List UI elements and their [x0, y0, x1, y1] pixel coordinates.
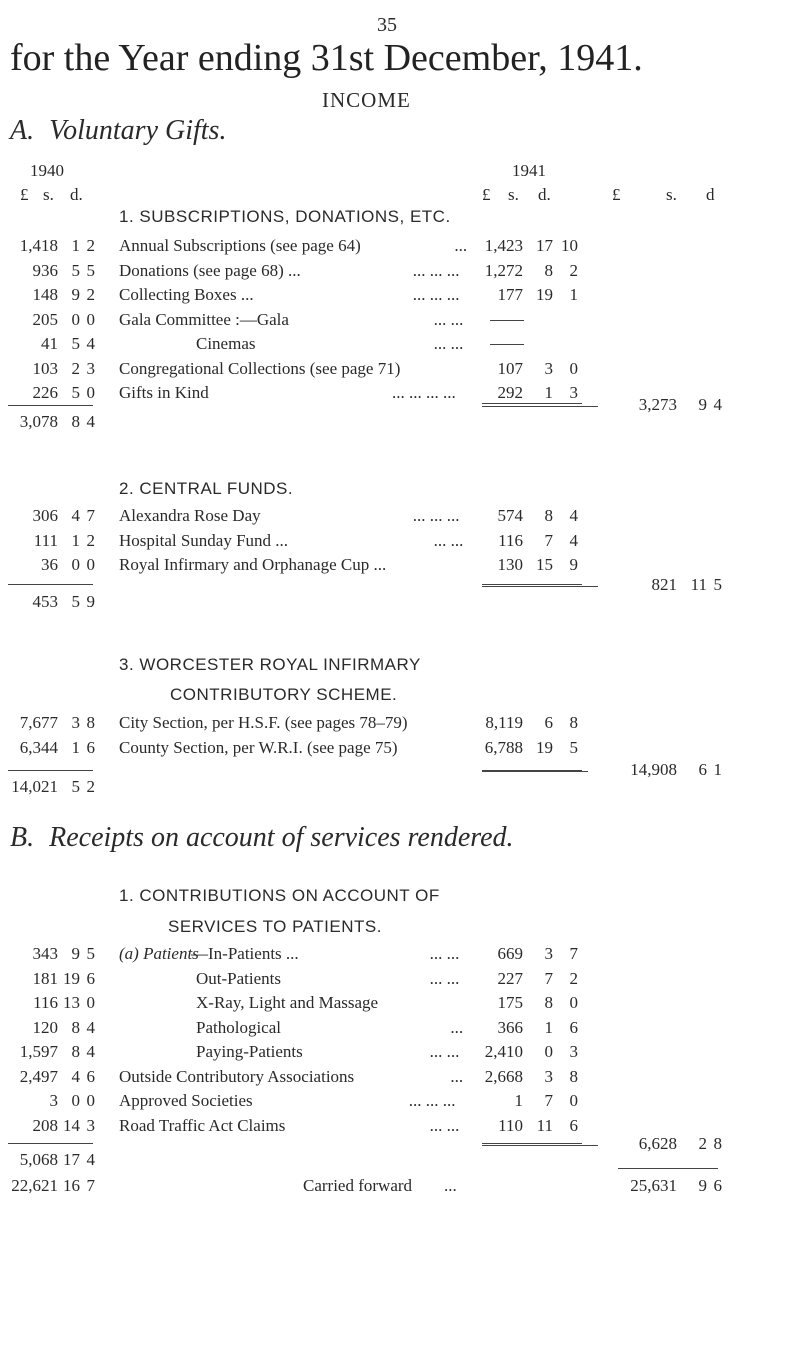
prev-amount-pounds: 3	[49, 1091, 58, 1110]
prev-amount-shillings: 9	[71, 285, 80, 304]
total-leader-rule	[482, 771, 588, 772]
prev-amount-shillings: 9	[71, 944, 80, 963]
total-leader-rule	[482, 1145, 598, 1146]
prev-amount-shillings: 4	[71, 506, 80, 525]
prev-amount-shillings: 19	[63, 968, 80, 988]
prev-amount-pence: 2	[86, 530, 95, 550]
prev-amount-pounds: 120	[32, 1017, 58, 1037]
cur-tot-d: d	[706, 185, 715, 204]
prev-amount-shillings: 0	[71, 309, 80, 329]
group-total-pounds: 821	[651, 575, 677, 594]
row-leader-dots: ... ...	[429, 944, 460, 963]
curr-amount-pence: 0	[569, 993, 578, 1012]
prev-amount-shillings: 8	[71, 1017, 80, 1037]
prev-amount-shillings: 13	[63, 993, 80, 1012]
prev-amount-pounds: 1,597	[19, 1042, 58, 1061]
prev-amount-pounds: 148	[32, 285, 58, 304]
curr-amount-shillings: 3	[544, 358, 553, 378]
section-a-letter: A.	[10, 115, 35, 146]
prev-total-pence: 4	[86, 1150, 95, 1169]
prev-amount-pence: 3	[86, 1115, 95, 1135]
carried-prev-shillings: 16	[63, 1176, 80, 1195]
prev-amount-pence: 0	[86, 309, 95, 329]
row-leader-dots: ... ...	[433, 530, 464, 550]
prev-amount-shillings: 2	[71, 358, 80, 378]
row-label: Alexandra Rose Day	[119, 506, 261, 525]
prev-amount-pounds: 181	[32, 968, 58, 988]
prev-amount-pounds: 343	[32, 944, 58, 963]
row-label: Annual Subscriptions (see page 64)	[119, 236, 361, 255]
page-title: for the Year ending 31st December, 1941.	[10, 37, 643, 79]
prev-total-pounds: 14,021	[11, 777, 58, 796]
group-total-shillings: 6	[698, 760, 707, 779]
row-label: Gifts in Kind	[119, 383, 209, 402]
row-leader-dots: ... ...	[429, 1042, 460, 1061]
group3-heading-1: 3. WORCESTER ROYAL INFIRMARY	[119, 655, 421, 674]
group3-heading-2: CONTRIBUTORY SCHEME.	[170, 685, 398, 704]
row-label: Collecting Boxes ...	[119, 285, 254, 304]
prev-amount-shillings: 8	[71, 1042, 80, 1061]
prev-amount-pence: 5	[86, 944, 95, 963]
curr-amount-pounds: 227	[497, 968, 523, 988]
curr-amount-shillings: 7	[544, 530, 553, 550]
prev-amount-pounds: 103	[32, 358, 58, 378]
curr-amount-pence: 0	[569, 358, 578, 378]
prev-amount-pounds: 6,344	[19, 737, 58, 757]
carried-curr-shillings: 9	[698, 1176, 707, 1195]
row-label: Donations (see page 68) ...	[119, 260, 301, 280]
curr-amount-pounds: 8,119	[485, 713, 523, 732]
curr-amount-pounds: 2,668	[484, 1066, 523, 1086]
carried-forward-dots: ...	[444, 1176, 457, 1195]
row-leader-dots: ...	[450, 1017, 464, 1037]
prev-total-pounds: 3,078	[19, 412, 58, 431]
curr-amount-pence: 8	[569, 713, 578, 732]
prev-total-shillings: 17	[63, 1150, 80, 1169]
prev-amount-pounds: 226	[32, 383, 58, 402]
row-leader-dots: ... ...	[429, 968, 460, 988]
curr-amount-shillings: 3	[544, 944, 553, 963]
prev-amount-pence: 4	[86, 1017, 95, 1037]
prev-amount-shillings: 5	[71, 383, 80, 402]
prev-amount-pounds: 1,418	[19, 236, 58, 255]
curr-amount-shillings: 8	[544, 260, 553, 280]
group4-total-rule	[618, 1168, 718, 1169]
row-leader-dots: ... ...	[429, 1115, 460, 1135]
prev-amount-shillings: 5	[71, 334, 80, 353]
row-leader-dots: ... ... ...	[408, 1091, 456, 1110]
prev-amount-pounds: 2,497	[19, 1066, 58, 1086]
curr-amount-pence: 0	[569, 1091, 578, 1110]
prev-amount-pence: 4	[86, 1042, 95, 1061]
curr-amount-pounds: 110	[498, 1115, 523, 1135]
curr-amount-pounds: 574	[497, 506, 523, 525]
section-b-letter: B.	[10, 822, 35, 853]
curr-amount-pence: 6	[569, 1017, 578, 1037]
group-total-pence: 4	[713, 395, 722, 414]
carried-curr-pence: 6	[713, 1176, 722, 1195]
carried-prev-pence: 7	[86, 1176, 95, 1195]
row-label: Congregational Collections (see page 71)	[119, 358, 401, 378]
curr-amount-pounds: 175	[497, 993, 523, 1012]
row-leader-dots: ... ...	[433, 334, 464, 353]
carried-forward-label: Carried forward	[303, 1176, 413, 1195]
income-heading: INCOME	[322, 88, 411, 112]
group1-curr-rule	[482, 403, 582, 404]
prev-amount-pounds: 7,677	[19, 713, 58, 732]
prev-amount-shillings: 1	[71, 236, 80, 255]
cur-prev-s: s.	[43, 185, 54, 204]
curr-amount-pounds: 366	[497, 1017, 523, 1037]
prev-amount-shillings: 14	[63, 1115, 80, 1135]
curr-amount-shillings: 7	[544, 968, 553, 988]
prev-amount-pence: 2	[86, 285, 95, 304]
curr-amount-pounds: 1,272	[484, 260, 523, 280]
curr-amount-shillings: 0	[544, 1042, 553, 1061]
group-total-pence: 5	[713, 575, 722, 594]
cur-curr-pound: £	[482, 185, 491, 204]
group-total-pence: 8	[713, 1134, 722, 1153]
prev-amount-shillings: 3	[71, 713, 80, 732]
curr-amount-pounds: 177	[497, 285, 523, 304]
curr-amount-pounds: 107	[497, 358, 523, 378]
curr-amount-shillings: 17	[536, 236, 553, 255]
curr-amount-pence: 10	[561, 236, 578, 255]
total-leader-rule	[482, 586, 598, 587]
curr-amount-pence: 4	[569, 530, 578, 550]
prev-amount-pence: 6	[86, 1066, 95, 1086]
curr-amount-pence: 9	[569, 555, 578, 574]
section-b-heading	[10, 822, 514, 854]
curr-amount-shillings: 1	[544, 1017, 553, 1037]
cur-tot-pound: £	[612, 185, 621, 204]
prev-amount-pounds: 111	[33, 530, 58, 550]
prev-amount-pounds: 306	[32, 506, 58, 525]
curr-amount-shillings: 19	[536, 737, 553, 757]
prev-amount-pounds: 116	[33, 993, 58, 1012]
prev-amount-shillings: 1	[71, 530, 80, 550]
prev-amount-shillings: 0	[71, 1091, 80, 1110]
group3-prev-rule	[8, 770, 93, 771]
group-total-shillings: 9	[698, 395, 707, 414]
prev-amount-pence: 0	[86, 383, 95, 402]
group3-curr-rule	[482, 770, 582, 771]
curr-amount-pence: 3	[569, 1042, 578, 1061]
row-label: Hospital Sunday Fund ...	[119, 530, 289, 550]
curr-amount-pounds: 669	[497, 944, 523, 963]
page-number: 35	[377, 14, 397, 36]
nil-dash	[490, 344, 524, 345]
prev-amount-pence: 8	[86, 713, 95, 732]
prev-amount-pounds: 41	[41, 334, 58, 353]
prev-amount-pence: 0	[86, 993, 95, 1012]
prev-total-shillings: 8	[71, 412, 80, 431]
group4-heading-1: 1. CONTRIBUTIONS ON ACCOUNT OF	[119, 886, 440, 905]
total-leader-rule	[482, 406, 598, 407]
prev-amount-shillings: 0	[71, 555, 80, 574]
section-b-title: Receipts on account of services rendered.	[49, 822, 514, 853]
prev-amount-pence: 3	[86, 358, 95, 378]
prev-amount-pence: 6	[86, 968, 95, 988]
row-label: Out-Patients	[196, 968, 281, 988]
curr-amount-shillings: 6	[544, 713, 553, 732]
row-label: Approved Societies	[119, 1091, 253, 1110]
curr-amount-pounds: 1,423	[484, 236, 523, 255]
curr-amount-pounds: 130	[497, 555, 523, 574]
prev-total-pounds: 5,068	[19, 1150, 58, 1169]
curr-amount-shillings: 8	[544, 993, 553, 1012]
group4-prev-rule	[8, 1143, 93, 1144]
row-label: X-Ray, Light and Massage	[196, 993, 379, 1012]
curr-amount-shillings: 11	[536, 1115, 553, 1135]
prev-amount-pence: 2	[86, 236, 95, 255]
row-leader-dots: ... ... ... ...	[392, 383, 456, 402]
prev-amount-shillings: 4	[71, 1066, 80, 1086]
curr-amount-pence: 1	[569, 285, 578, 304]
prev-amount-pence: 5	[86, 260, 95, 280]
row-leader-dots: ... ... ...	[412, 506, 460, 525]
cur-curr-s: s.	[508, 185, 519, 204]
cur-prev-pound: £	[20, 185, 29, 204]
row-leader-dots: ... ... ...	[412, 260, 460, 280]
row-label: County Section, per W.R.I. (see page 75)	[119, 737, 398, 757]
curr-amount-shillings: 3	[544, 1066, 553, 1086]
prev-total-pence: 4	[86, 412, 95, 431]
prev-total-pence: 2	[86, 777, 95, 796]
row-label: Outside Contributory Associations	[119, 1066, 355, 1086]
curr-amount-shillings: 8	[544, 506, 553, 525]
curr-amount-pence: 6	[569, 1115, 578, 1135]
group2-heading: 2. CENTRAL FUNDS.	[119, 479, 294, 498]
curr-amount-shillings: 15	[536, 555, 553, 574]
curr-amount-pounds: 1	[514, 1091, 523, 1110]
group-total-pounds: 3,273	[638, 395, 677, 414]
row-leader-dots: ...	[450, 1066, 464, 1086]
prev-amount-pence: 6	[86, 737, 95, 757]
year-prev: 1940	[30, 161, 64, 180]
group-total-pounds: 6,628	[638, 1134, 677, 1153]
row-label: Royal Infirmary and Orphanage Cup ...	[119, 555, 387, 574]
row-label: Pathological	[196, 1017, 281, 1037]
curr-amount-pounds: 116	[498, 530, 523, 550]
group1-heading: 1. SUBSCRIPTIONS, DONATIONS, ETC.	[119, 207, 451, 226]
curr-amount-pence: 8	[569, 1066, 578, 1086]
curr-amount-shillings: 19	[536, 285, 553, 304]
prev-amount-pence: 7	[86, 506, 95, 525]
prev-amount-pounds: 936	[32, 260, 58, 280]
row-label: Gala Committee :—Gala	[119, 309, 289, 329]
curr-amount-pounds: 292	[497, 383, 523, 402]
row-leader-dots: ...	[454, 236, 468, 255]
prev-amount-pence: 4	[86, 334, 95, 353]
curr-amount-pounds: 6,788	[484, 737, 523, 757]
group2-prev-rule	[8, 584, 93, 585]
curr-amount-pence: 3	[569, 383, 578, 402]
prev-total-pence: 9	[86, 592, 95, 611]
prev-amount-shillings: 5	[71, 260, 80, 280]
prev-amount-pounds: 208	[32, 1115, 58, 1135]
carried-prev-pounds: 22,621	[11, 1176, 58, 1195]
prev-amount-pounds: 205	[32, 309, 58, 329]
curr-amount-pence: 4	[569, 506, 578, 525]
curr-amount-shillings: 1	[544, 383, 553, 402]
prev-amount-pence: 0	[86, 1091, 95, 1110]
prev-amount-pence: 0	[86, 555, 95, 574]
row-label: Cinemas	[196, 334, 256, 353]
year-curr: 1941	[512, 161, 546, 180]
row-label: Paying-Patients	[196, 1042, 303, 1061]
prev-total-pounds: 453	[32, 592, 58, 611]
carried-curr-pounds: 25,631	[630, 1176, 677, 1195]
group-total-pounds: 14,908	[630, 760, 677, 779]
section-a-title: Voluntary Gifts.	[49, 115, 227, 146]
prev-total-shillings: 5	[71, 777, 80, 796]
curr-amount-pounds: 2,410	[484, 1042, 523, 1061]
prev-total-shillings: 5	[71, 592, 80, 611]
cur-curr-d: d.	[538, 185, 551, 204]
prev-amount-shillings: 1	[71, 737, 80, 757]
row-leader-dots: ... ... ...	[412, 285, 460, 304]
row-leader-dots: ... ...	[433, 309, 464, 329]
row-label-prefix: (a) Patients	[119, 944, 199, 963]
row-label: Road Traffic Act Claims	[119, 1115, 286, 1135]
group4-heading-2: SERVICES TO PATIENTS.	[168, 917, 382, 936]
curr-amount-pence: 2	[569, 968, 578, 988]
group-total-pence: 1	[713, 760, 722, 779]
cur-tot-s: s.	[666, 185, 677, 204]
curr-amount-pence: 2	[569, 260, 578, 280]
group-total-shillings: 11	[690, 575, 707, 594]
row-label: —In-Patients ...	[191, 944, 299, 963]
group-total-shillings: 2	[698, 1134, 707, 1153]
cur-prev-d: d.	[70, 185, 83, 204]
section-a-heading	[10, 115, 226, 147]
nil-dash	[490, 320, 524, 321]
group1-prev-rule	[8, 405, 93, 406]
curr-amount-pence: 7	[569, 944, 578, 963]
curr-amount-shillings: 7	[544, 1091, 553, 1110]
curr-amount-pence: 5	[569, 737, 578, 757]
prev-amount-pounds: 36	[41, 555, 58, 574]
row-label: City Section, per H.S.F. (see pages 78–79)	[119, 713, 408, 732]
group2-curr-rule	[482, 584, 582, 585]
group4-curr-rule	[482, 1143, 582, 1144]
